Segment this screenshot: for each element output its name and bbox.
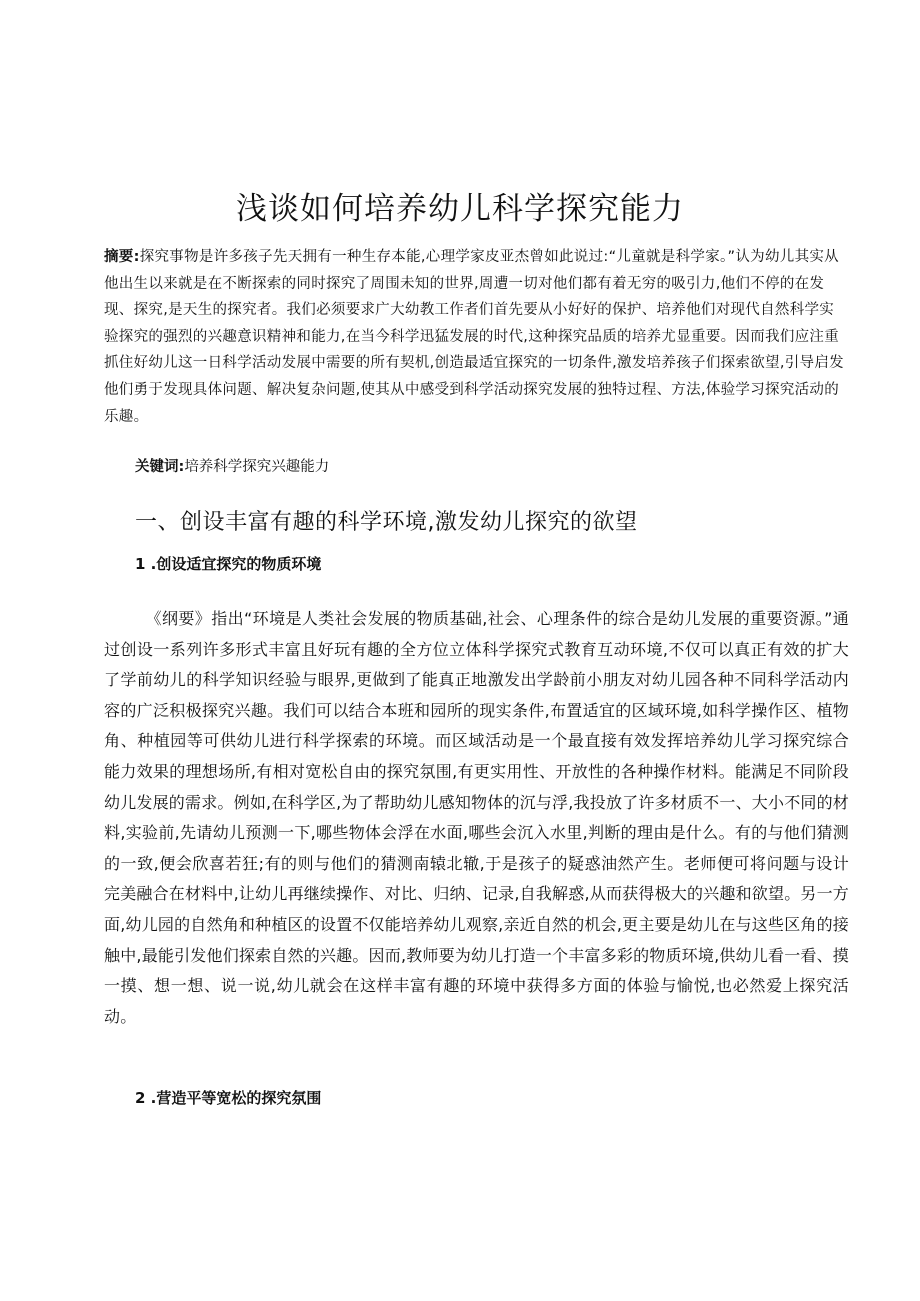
- keywords-text: 培养科学探究兴趣能力: [184, 459, 330, 475]
- abstract-paragraph: [104, 244, 844, 430]
- subsection-1-body: 《纲要》指出“环境是人类社会发展的物质基础,社会、心理条件的综合是幼儿发展的重要资源。”通过创设一系列许多形式丰富且好玩有趣的全方位立体科学探究式教育互动环境,不仅可以真正有效的扩大了学前幼儿的科学知识经验与眼界,更做到了能真正地激发出学龄前小朋友对幼儿园各种不同科学活动内容的广泛积极探究兴趣。我们可以结合本班和园所的现实条件,布置适宜的区域环境,如科学操作区、植物角、种植园等可供幼儿进行科学探索的环境。而区域活动是一个最直接有效发挥培养幼儿学习探究综合能力效果的理想场所,有相对宽松自由的探究氛围,有更实用性、开放性的各种操作材料。能满足不同阶段幼儿发展的需求。例如,在科学区,为了帮助幼儿感知物体的沉与浮,我投放了许多材质不一、大小不同的材料,实验前,先请幼儿预测一下,哪些物体会浮在水面,哪些会沉入水里,判断的理由是什么。有的与他们猜测的一致,便会欣喜若狂;有的则与他们的猜测南辕北辙,于是孩子的疑惑油然产生。老师便可将问题与设计完美融合在材料中,让幼儿再继续操作、对比、归纳、记录,自我解惑,从而获得极大的兴趣和欲望。另一方面,幼儿园的自然角和种植区的设置不仅能培养幼儿观察,亲近自然的机会,更主要是幼儿在与这些区角的接触中,最能引发他们探索自然的兴趣。因而,教师要为幼儿打造一个丰富多彩的物质环境,供幼儿看一看、摸一摸、想一想、说一说,幼儿就会在这样丰富有趣的环境中获得多方面的体验与愉悦,也必然爱上探究活动。: [104, 609, 849, 1026]
- section-1-heading: 一、创设丰富有趣的科学环境,激发幼儿探究的欲望: [135, 510, 638, 535]
- abstract-text: 探究事物是许多孩子先天拥有一种生存本能,心理学家皮亚杰曾如此说过:“儿童就是科学家。”认为幼儿其实从他出生以来就是在不断探索的同时探究了周围未知的世界,周遭一切对他们都有着无穷的吸引力,他们不停的在发现、探究,是天生的探究者。我们必须要求广大幼教工作者们首先要从小好好的保护、培养他们对现代自然科学实验探究的强烈的兴趣意识精神和能力,在当今科学迅猛发展的时代,这种探究品质的培养尤显重要。因而我们应注重抓住好幼儿这一日科学活动发展中需要的所有契机,创造最适宜探究的一切条件,激发培养孩子们探索欲望,引导启发他们勇于发现具体问题、解决复杂问题,使其从中感受到科学活动探究发展的独特过程、方法,体验学习探究活动的乐趣。: [104, 249, 844, 425]
- keywords-line: [135, 455, 329, 476]
- keywords-label: 关键词:: [135, 459, 185, 475]
- abstract-label: 摘要:: [104, 249, 140, 265]
- subsection-2-heading: 2 .营造平等宽松的探究氛围: [135, 1089, 322, 1107]
- document-title: 浅谈如何培养幼儿科学探究能力: [236, 191, 684, 227]
- subsection-1-heading: 1 .创设适宜探究的物质环境: [135, 555, 322, 573]
